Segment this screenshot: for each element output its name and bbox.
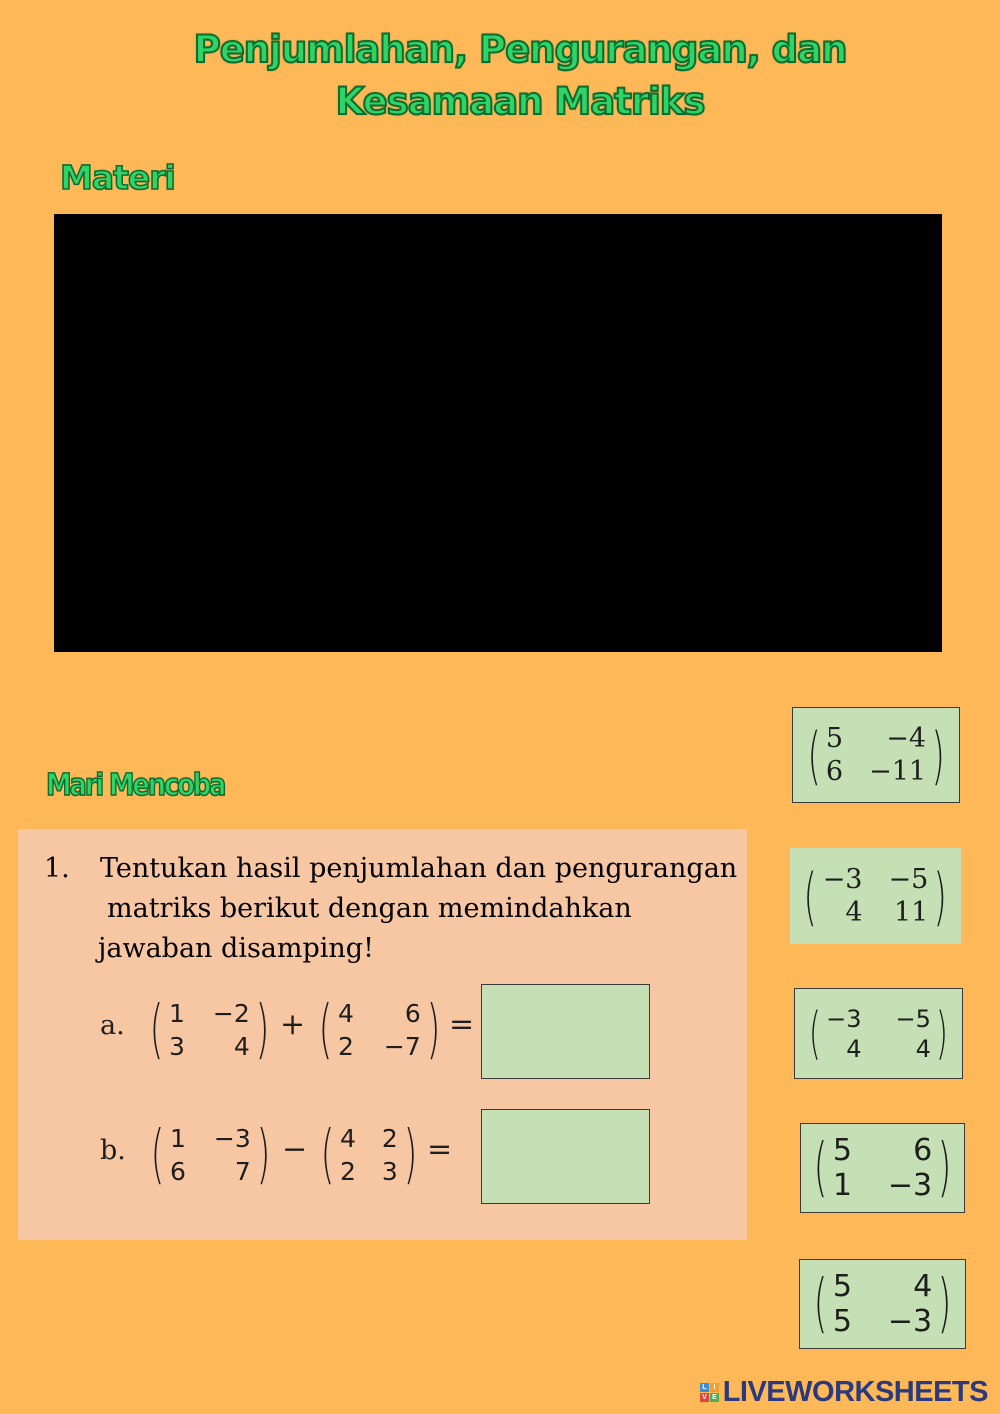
video-player[interactable]	[54, 214, 942, 652]
question-text-line2: matriks berikut dengan memindahkan	[107, 893, 632, 924]
answer-card-2[interactable]	[790, 848, 961, 944]
matrix-cell: −5	[888, 864, 929, 895]
matrix-cell: −3	[826, 1004, 862, 1033]
page-title-line1: Penjumlahan, Pengurangan, dan	[193, 28, 847, 71]
question-number: 1.	[44, 853, 70, 884]
matrix-cell: −2	[212, 999, 250, 1028]
matrix-cell: −4	[886, 723, 927, 754]
matrix-cell: 6	[825, 756, 844, 787]
section-heading-mari-mencoba: Mari Mencoba	[46, 768, 225, 803]
answer-matrix-3: ( −3 −5 4 4 )	[809, 1001, 948, 1066]
part-b-label: b.	[100, 1135, 126, 1166]
matrix-cell: 3	[381, 1157, 398, 1186]
part-a-operator: +	[280, 1007, 306, 1042]
matrix-cell: 5	[825, 723, 844, 754]
answer-drop-box-a[interactable]	[481, 984, 650, 1079]
matrix-cell: 6	[404, 999, 421, 1028]
answer-card-3[interactable]	[794, 988, 963, 1079]
part-b-matrix-2: ( 4 2 2 3 )	[320, 1118, 418, 1192]
matrix-cell: 4	[846, 1034, 862, 1063]
matrix-cell: −11	[869, 756, 927, 787]
answer-drop-box-b[interactable]	[481, 1109, 650, 1204]
answer-matrix-4: ( 5 6 1 −3 )	[813, 1131, 952, 1205]
answer-card-5[interactable]	[799, 1259, 966, 1349]
matrix-cell: 2	[339, 1157, 356, 1186]
matrix-cell: 7	[234, 1157, 251, 1186]
matrix-cell: 11	[893, 897, 929, 928]
part-b-operator: −	[282, 1132, 308, 1167]
matrix-cell: −3	[887, 1168, 933, 1203]
page-title	[0, 24, 1000, 128]
answer-matrix-1: ( 5 −4 6 −11 )	[807, 718, 945, 792]
matrix-cell: 5	[832, 1304, 852, 1339]
matrix-cell: −3	[822, 864, 863, 895]
matrix-cell: −7	[383, 1032, 421, 1061]
matrix-cell: 1	[168, 999, 185, 1028]
matrix-cell: 4	[915, 1034, 931, 1063]
answer-card-4[interactable]	[800, 1123, 965, 1213]
liveworksheets-logo-icon: L I V E	[700, 1383, 719, 1402]
part-a-label: a.	[100, 1010, 125, 1041]
question-text-line1: Tentukan hasil penjumlahan dan pengurangan	[100, 853, 738, 884]
page-title-line2: Kesamaan Matriks	[335, 80, 705, 123]
matrix-cell: 5	[832, 1269, 852, 1304]
matrix-cell: 1	[832, 1168, 852, 1203]
matrix-cell: 3	[168, 1032, 185, 1061]
answer-card-1[interactable]	[792, 707, 960, 803]
matrix-cell: 4	[913, 1269, 933, 1304]
answer-matrix-2: ( −3 −5 4 11 )	[803, 859, 948, 933]
part-a-equals: =	[449, 1007, 475, 1042]
matrix-cell: 4	[845, 897, 863, 928]
section-heading-materi: Materi	[60, 158, 175, 197]
liveworksheets-brand	[700, 1376, 988, 1409]
part-a-matrix-2: ( 4 6 2 −7 )	[318, 993, 441, 1067]
matrix-cell: 2	[337, 1032, 354, 1061]
question-panel	[18, 829, 747, 1240]
matrix-cell: 4	[339, 1124, 356, 1153]
matrix-cell: 5	[832, 1133, 852, 1168]
matrix-cell: 4	[337, 999, 354, 1028]
answer-matrix-5: ( 5 4 5 −3 )	[813, 1267, 952, 1341]
matrix-cell: 6	[169, 1157, 186, 1186]
part-a-matrix-1: ( 1 −2 3 4 )	[149, 993, 270, 1067]
part-b-matrix-1: ( 1 −3 6 7 )	[150, 1118, 271, 1192]
matrix-cell: −3	[887, 1304, 933, 1339]
matrix-cell: 6	[913, 1133, 933, 1168]
matrix-cell: 1	[169, 1124, 186, 1153]
part-b-equals: =	[427, 1132, 453, 1167]
brand-name: LIVEWORKSHEETS	[722, 1376, 988, 1408]
matrix-cell: −3	[213, 1124, 251, 1153]
matrix-cell: 2	[381, 1124, 398, 1153]
question-text-line3: jawaban disamping!	[98, 933, 374, 964]
matrix-cell: −5	[895, 1004, 931, 1033]
matrix-cell: 4	[233, 1032, 250, 1061]
